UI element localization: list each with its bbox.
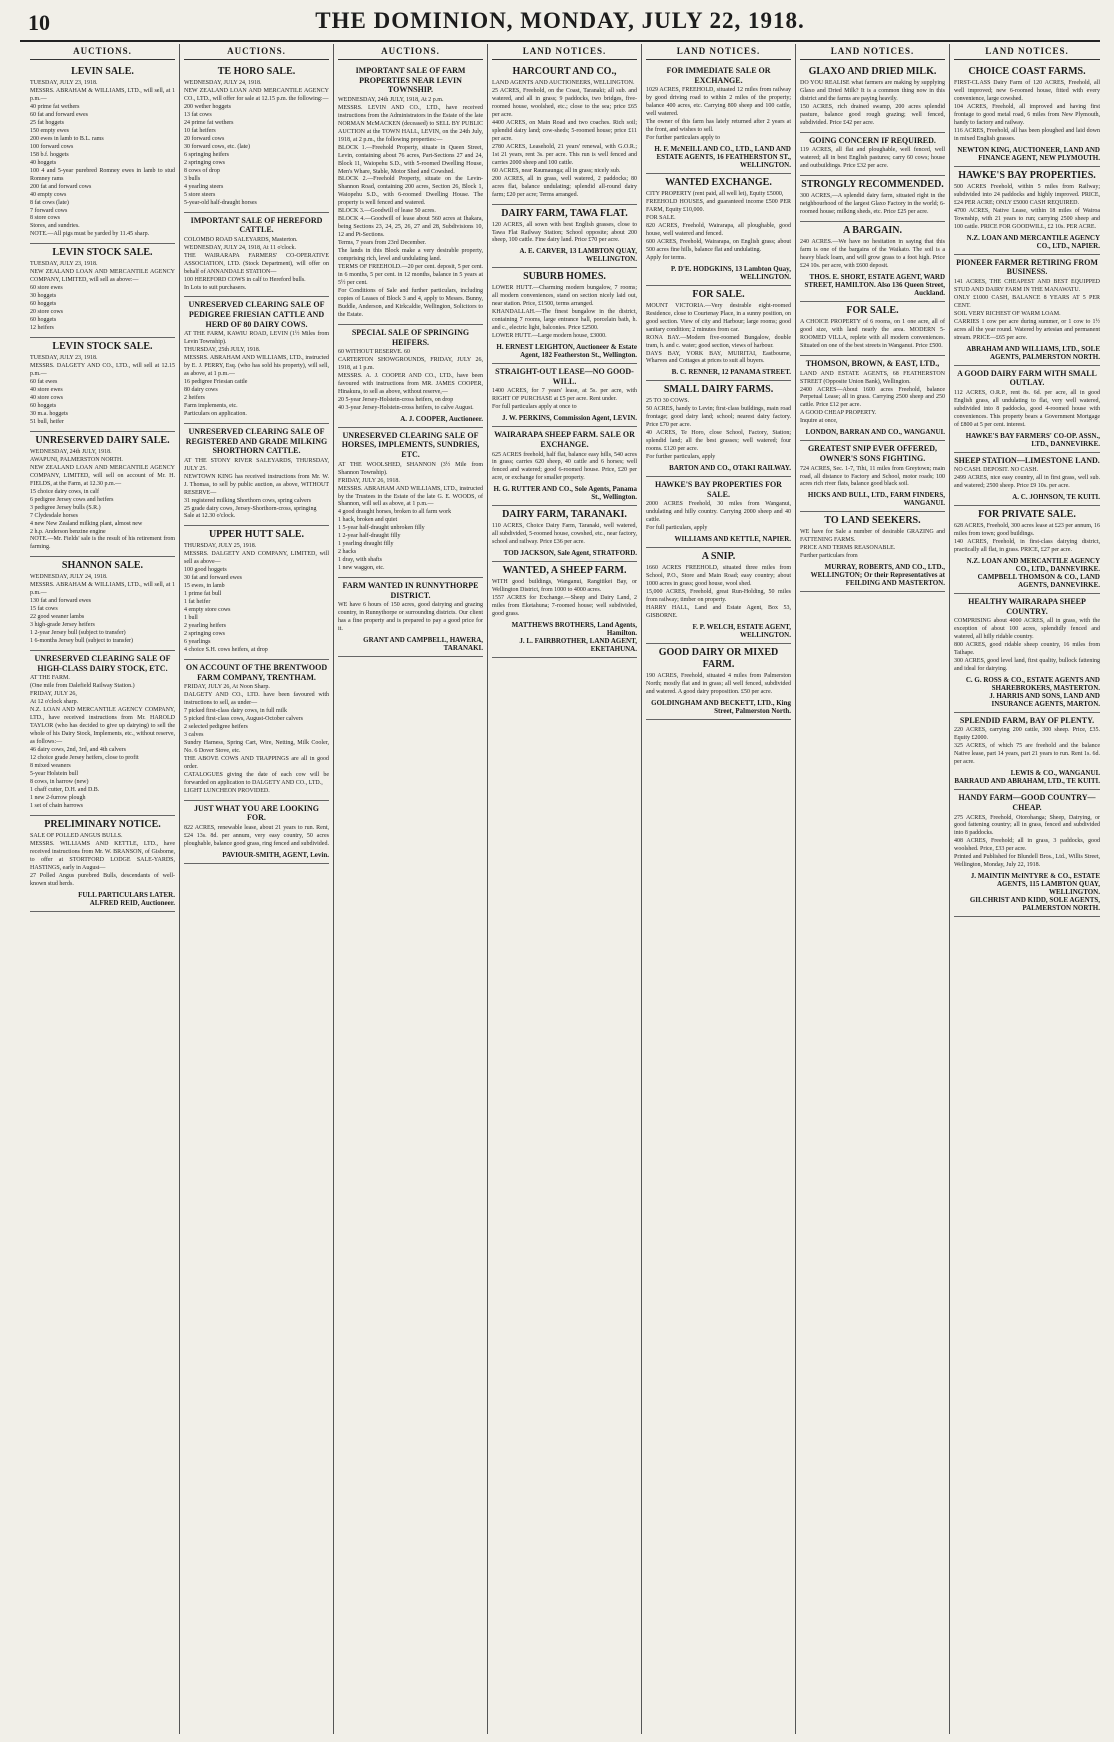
ad-signature: WILLIAMS AND KETTLE, NAPIER. — [674, 535, 791, 544]
ad-title: GOOD DAIRY OR MIXED FARM. — [658, 647, 779, 671]
ad-title: IMPORTANT SALE OF FARM PROPERTIES NEAR LEVIN TOWNSHIP. — [355, 66, 466, 95]
ad-body: 240 ACRES.—We have no hesitation in saying that this farm is one of the bargains of the Waikato. The soil is a heavy black loam, and will grow grass to a foot high. Price £24 10s. per acre, with £600 deposit. — [800, 239, 945, 270]
advertisement — [184, 213, 329, 298]
ad-body: SALE OF POLLED ANGUS BULLS. MESSRS. WILLIAMS AND KETTLE, LTD., have received instructions from Mr. W. BRANSON, of Gisborne, to offer at STORTFORD LODGE SALE-YARDS, HASTINGS, early in August— 27 Polled Angus purebred Bulls, descendants of well-known stud herds. — [30, 832, 175, 887]
ad-title: TE HORO SALE. — [217, 66, 296, 77]
ad-title: A GOOD DAIRY FARM WITH SMALL OUTLAY. — [957, 368, 1097, 388]
ad-title: WANTED, A SHEEP FARM. — [502, 565, 627, 577]
ad-body: WEDNESDAY, JULY 24, 1918. MESSRS. ABRAHAM & WILLIAMS, LTD., will sell, at 1 p.m.— 130 fat and forward ewes 15 fat cows 22 good weaner lambs 3 high-grade Jersey heifers 1 2-year Jersey bull (subject to transfer) 1 6-months Jersey bull (subject to transfer) — [30, 574, 175, 645]
ad-title: JUST WHAT YOU ARE LOOKING FOR. — [194, 803, 319, 823]
ad-body: 1029 ACRES, FREEHOLD, situated 12 miles from railway by good driving road to within 2 miles of the property; balance 400 acres, etc. Carrying 800 sheep and 100 cattle, well watered. The owner of this farm has lately returned after 2 years at the front, and wishes to sell. For further particulars apply to — [646, 87, 791, 141]
advertisement — [338, 428, 483, 578]
ad-signature: J. MAINTIN McINTYRE & CO., ESTATE AGENTS, 115 LAMBTON QUAY, WELLINGTON. GILCHRIST AND KIDD, SOLE AGENTS, PALMERSTON NORTH. — [969, 872, 1100, 913]
ad-title: LEVIN STOCK SALE. — [52, 341, 153, 353]
advertisement — [800, 63, 945, 133]
advertisement — [184, 526, 329, 660]
ad-title: UNRESERVED CLEARING SALE OF REGISTERED AND GRADE MILKING SHORTHORN CATTLE. — [185, 426, 328, 456]
ad-body: AT THE WOOLSHED, SHANNON (3½ Mile from Shannon Township). FRIDAY, JULY 26, 1918. MESSRS. ABRAHAM AND WILLIAMS, LTD., instructed by the Trustees in the Estate of the late G. E. WOODS, of Shannon, will sell as above, at 1 p.m.— 4 good draught horses, broken to all farm work 1 hack, broken and quiet 1 5-year half-draught unbroken filly 1 2-year half-draught filly 1 yearling draught filly 2 hacks 1 dray, with shafts 1 new waggon, etc. — [338, 461, 483, 572]
column-header: LAND NOTICES. — [646, 44, 791, 60]
advertisement — [646, 286, 791, 382]
ad-body: LOWER HUTT.—Charming modern bungalow, 7 rooms; all modern conveniences, stand on section nicely laid out, near station. Price, £1500, terms arranged. KHANDALLAH.—The finest bungalow in the district, containing 7 rooms, large entrance hall, porcelain bath, h. and c., electric light, balconies. Price £2500. LOWER HUTT.—Large modern house, £3000. — [492, 285, 637, 340]
ad-signature: H. G. RUTTER AND CO., Sole Agents, Panama St., Wellington. — [493, 485, 637, 502]
ad-signature: H. ERNEST LEIGHTON, Auctioneer & Estate Agent, 182 Featherston St., Wellington. — [496, 343, 637, 360]
ad-body: 625 ACRES freehold, half flat, balance easy hills, 540 acres in grass; carries 620 sheep, 40 cattle and 6 horses; well fenced and watered; good 6-roomed house. Price, £20 per acre, or exchange for smaller property. — [492, 451, 637, 482]
ad-signature: C. G. ROSS & CO., ESTATE AGENTS AND SHAREBROKERS, MASTERTON. J. HARRIS AND SONS, LAND AND INSURANCE AGENTS, MARTON. — [965, 675, 1100, 708]
ad-body: 120 ACRES, all sown with best English grasses, close to Tawa Flat Railway Station; School opposite; about 200 sheep, 100 cattle. Fine dairy land. Price £70 per acre. — [492, 221, 637, 244]
ad-body: LAND AND ESTATE AGENTS, 68 FEATHERSTON STREET (Opposite Union Bank), Wellington. 2400 ACRES—About 1600 acres Freehold, balance Perpetual Lease; all in grass. Carrying 2500 sheep and 250 cattle. Price £12 per acre. A GOOD CHEAP PROPERTY. Inquire at once, — [800, 370, 945, 425]
ad-body: 300 ACRES,—A splendid dairy farm, situated right in the neighbourhood of the largest Glaxo Factory in the world; 6-roomed house; milking sheds, etc. Price £25 per acre. — [800, 193, 945, 216]
advertisement — [338, 325, 483, 428]
ad-body: COMPRISING about 4000 ACRES, all in grass, with the exception of about 100 acres, splendidly fenced and watered, all hilly ridable country. 800 ACRES, good ridable sheep country, 16 miles from Taihape. 300 ACRES, good level land, first quality, bullock fattening and ideal for dairying. — [954, 618, 1100, 672]
ad-signature: LEWIS & CO., WANGANUI. BARRAUD AND ABRAHAM, LTD., TE KUITI. — [954, 769, 1100, 786]
ad-body: 724 ACRES, Sec. 1-7, Tihi, 11 miles from Greytown; main road, all distance to Factory and School, motor roads; 100 acres rich river flats, balance good black soil. — [800, 465, 945, 488]
advertisement — [646, 477, 791, 548]
ad-title: GOING CONCERN IF REQUIRED. — [809, 135, 936, 145]
ad-title: WANTED EXCHANGE. — [665, 176, 772, 188]
ad-body: AT THE FARM. (One mile from Dalefield Railway Station.) FRIDAY, JULY 26, At 12 o'clock sharp. N.Z. LOAN AND MERCANTILE AGENCY COMPANY, LTD., have received instructions from Mr. HAROLD TAYLOR (who has decided to give up dairying) to sell the whole of his Dairy Stock, Implements, etc., without reserve, as follows:— 46 dairy cows, 2nd, 3rd, and 4th calvers 12 choice grade Jersey heifers, close to profit 8 mixed weaners 5-year Holstein bull 8 cows, in harrow (new) 1 chaff cutter, D.H. and D.B. 1 new 2-furrow plough 1 set of chain harrows — [30, 675, 175, 809]
ad-signature: H. F. McNEILL AND CO., LTD., LAND AND ESTATE AGENTS, 16 FEATHERSTON ST., WELLINGTON. — [654, 144, 791, 169]
ad-body: NO CASH. DEPOSIT. NO CASH. 2499 ACRES, nice easy country, all in first grass, well sub. and watered; 2500 sheep. Price £9 10s. per acre. — [954, 467, 1100, 490]
advertisement — [30, 557, 175, 651]
advertisement — [800, 176, 945, 222]
ad-signature: P. D'E. HODGKINS, 13 Lambton Quay, WELLINGTON. — [670, 264, 791, 281]
ad-title: UNRESERVED DAIRY SALE. — [35, 434, 170, 446]
advertisement — [646, 174, 791, 286]
ad-title: A BARGAIN. — [843, 225, 902, 237]
ad-signature: LONDON, BARRAN AND CO., WANGANUI. — [805, 428, 945, 437]
ad-body: 25 TO 30 COWS. 50 ACRES, handy to Levin; first-class buildings, main road frontage; good dairy land; school; nearest dairy factory. Price £70 per acre. 40 ACRES, Te Horo, close School, Factory, Station; splendid land; all the best grasses; well watered; four rooms. £120 per acre. For further particulars, apply — [646, 398, 791, 461]
column-6 — [796, 44, 950, 1734]
ad-signature: TOD JACKSON, Sale Agent, STRATFORD. — [503, 549, 637, 558]
ad-signature: GOLDINGHAM AND BECKETT, LTD., King Street, Palmerston North. — [651, 698, 791, 715]
ad-title: IMPORTANT SALE OF HEREFORD CATTLE. — [190, 215, 323, 235]
ad-body: 110 ACRES, Choice Dairy Farm, Taranaki, well watered, all subdivided, 5-roomed house, cowshed, etc., near factory, school and railway. Price £36 per acre. — [492, 523, 637, 546]
ad-body: 822 ACRES, renewable lease, about 21 years to run. Rent, £24 13s. 8d. per annum, very easy country, 50 acres ploughable, balance good grass, ring fenced and subdivided. — [184, 824, 329, 847]
advertisement — [646, 381, 791, 477]
ad-title: DAIRY FARM, TARANAKI. — [502, 509, 627, 521]
advertisement — [30, 816, 175, 912]
ad-title: HAWKE'S BAY PROPERTIES FOR SALE. — [655, 480, 782, 499]
ad-signature: MURRAY, ROBERTS, AND CO., LTD., WELLINGTON; Or their Representatives at FEILDING AND MASTERTON. — [810, 563, 945, 588]
ad-signature: NEWTON KING, AUCTIONEER, LAND AND FINANCE AGENT, NEW PLYMOUTH. — [957, 145, 1100, 162]
advertisement — [30, 432, 175, 558]
column-5 — [642, 44, 796, 1734]
column-header: LAND NOTICES. — [492, 44, 637, 60]
ad-title: UPPER HUTT SALE. — [208, 529, 305, 541]
ad-title: HEALTHY WAIRARAPA SHEEP COUNTRY. — [968, 596, 1086, 616]
advertisement — [800, 302, 945, 356]
ad-body: WE have for Sale a number of desirable GRAZING and FATTENING FARMS. PRICE AND TERMS REASONABLE. Further particulars from — [800, 529, 945, 560]
ad-title: TO LAND SEEKERS. — [824, 515, 921, 527]
ad-title: SMALL DAIRY FARMS. — [663, 384, 774, 396]
advertisement — [184, 801, 329, 864]
ad-title: UNRESERVED CLEARING SALE OF HIGH-CLASS DAIRY STOCK, ETC. — [34, 654, 171, 673]
column-header: AUCTIONS. — [338, 44, 483, 60]
ad-body: WEDNESDAY, 24th JULY, 1918. AWAPUNI, PALMERSTON NORTH. NEW ZEALAND LOAN AND MERCANTILE AGENCY COMPANY, LIMITED, will sell on account of Mr. H. FIELDS, at the Farm, at 12.30 p.m.— 15 choice dairy cows, in calf 6 pedigree Jersey cows and heifers 3 pedigree Jersey bulls (S.R.) 7 Clydesdale horses 4 new New Zealand milking plant, almost new 2 h.p. Anderson benzine engine NOTE.—Mr. Fields' sale is the result of his retirement from farming. — [30, 448, 175, 551]
ad-title: FARM WANTED IN RUNNYTHORPE DISTRICT. — [342, 581, 479, 600]
ad-body: DO YOU REALISE what farmers are making by supplying Glaxo and Dried Milk? It is a common thing now in this district and the farms are paying heavily. 150 ACRES, rich drained swamp, 200 acres splendid pasture, balance good rough grazing; well fenced, subdivided. Price £42 per acre. — [800, 80, 945, 126]
ad-body: FIRST-CLASS Dairy Farm of 120 ACRES, Freehold, all well improved; new 6-roomed house, fitted with every convenience, large cowshed. 104 ACRES, Freehold, all improved and having first frontage to good metal road, 6 miles from New Plymouth, handy to factory and railway. 116 ACRES, Freehold, all has been ploughed and laid down in mixed English grasses. — [954, 80, 1100, 142]
ad-body: WEDNESDAY, 24th JULY, 1918, At 2 p.m. MESSRS. LEVIN AND CO., LTD., have received instructions from the Administrators in the Estate of the late NORMAN McMACKEN (deceased) to SELL BY PUBLIC AUCTION at the TOWN HALL, LEVIN, on the 24th July, 1918, at 2 p.m., the following properties:— BLOCK 1.—Freehold Property, situate in Queen Street, Levin, containing about 76 acres, Part-Sections 27 and 24, Block 11, Waiopehu S.D., with 5-roomed Dwelling House, Men's Whare, Stable, Motor Shed and Cowshed. BLOCK 2.—Freehold Property, situate on the Levin-Shannon Road, containing 200 acres, Section 26, Block 1, Waiopehu S.D., with 6-roomed Dwelling House. The property is well fenced and watered. BLOCK 3.—Goodwill of lease 50 acres. BLOCK 4.—Goodwill of lease about 560 acres at Ihakara, being Sections 23, 24, 25, 26, 27 and 28, Subdivisions 10, 12 and Pt-Sections. Terms, 7 years from 23rd December. The lands in this Block make a very desirable property, comprising rich, level and undulating land. TERMS OF FREEHOLD.—20 per cent. deposit, 5 per cent. in 6 months, 5 per cent. in 12 months, balance in 5 years at 5½ per cent. For Conditions of Sale and further particulars, including copies of Leases of Block 3 and 4, apply to Messrs. Bunny, Buddle, Anderson, and Kirkcaldie, Wellington, Solicitors to the Estate. — [338, 96, 483, 318]
ad-signature: J. W. PERKINS, Commission Agent, LEVIN. — [502, 414, 637, 423]
ad-signature: BARTON AND CO., OTAKI RAILWAY. — [669, 464, 791, 473]
advertisement — [30, 338, 175, 432]
ad-title: FOR SALE. — [846, 305, 899, 317]
ad-body: AT THE FARM, KAWIU ROAD, LEVIN (1½ Miles from Levin Township). THURSDAY, 25th JULY, 1918. MESSRS. ABRAHAM AND WILLIAMS, LTD., instructed by E. J. PERRY, Esq. (who has sold his property), will sell, as above, at 1 p.m.— 16 pedigree Friesian cattle 80 dairy cows 2 heifers Farm implements, etc. Particulars on application. — [184, 331, 329, 417]
advertisement — [492, 268, 637, 364]
newspaper-title: THE DOMINION, MONDAY, JULY 22, 1918. — [315, 8, 805, 33]
column-1 — [26, 44, 180, 1734]
advertisement — [954, 594, 1100, 713]
advertisement — [492, 364, 637, 427]
ad-title: THOMSON, BROWN, & EAST, LTD., — [805, 358, 940, 368]
ad-title: ON ACCOUNT OF THE BRENTWOOD FARM COMPANY, TRENTHAM. — [185, 663, 328, 682]
advertisement — [954, 713, 1100, 790]
advertisement — [954, 167, 1100, 255]
ad-title: STRONGLY RECOMMENDED. — [801, 179, 944, 191]
advertisement — [30, 244, 175, 338]
ad-signature: N.Z. LOAN AND MERCANTILE AGENCY CO., LTD., DANNEVIRKE. CAMPBELL THOMSON & CO., LAND AGENTS, DANNEVIRKE. — [966, 556, 1100, 589]
ad-signature: HICKS AND BULL, LTD., FARM FINDERS, WANGANUI. — [807, 491, 945, 508]
page-number: 10 — [28, 10, 50, 35]
ad-title: UNRESERVED CLEARING SALE OF PEDIGREE FRIESIAN CATTLE AND HERD OF 80 DAIRY COWS. — [188, 300, 325, 329]
ad-body: A CHOICE PROPERTY of 6 rooms, on 1 one acre, all of good size, with land nearly the area. MODERN 5-ROOMED VILLA, replete with all modern conveniences. Situated on one of the best streets in Wanganui. Price £500. — [800, 319, 945, 349]
ad-body: TUESDAY, JULY 23, 1918. MESSRS. DALGETY AND CO., LTD., will sell at 12.15 p.m.— 60 fat ewes 40 store ewes 40 store cows 60 hoggets 30 m.a. hoggets 51 bull, heifer — [30, 355, 175, 425]
ad-body: 1400 ACRES, for 7 years' lease, at 5s. per acre, with RIGHT OF PURCHASE at £5 per acre. Rent under. For full particulars apply at once to — [492, 388, 637, 411]
ad-title: PIONEER FARMER RETIRING FROM BUSINESS. — [956, 257, 1098, 277]
advertisement — [30, 651, 175, 816]
advertisement — [954, 453, 1100, 507]
column-3 — [334, 44, 488, 1734]
ad-body: 220 ACRES, carrying 200 cattle, 300 sheep. Price, £35. Equity £2000. 325 ACRES, of which 75 are freehold and the balance Native lease, part 14 years, part 21 years to run. Rent 1s. 6d. per acre. — [954, 727, 1100, 766]
ad-body: LAND AGENTS AND AUCTIONEERS, WELLINGTON. 25 ACRES, Freehold, on the Coast, Taranaki; all sub. and watered, and all in grass; 9 paddocks, two bridges, five-roomed house, woolshed, etc.; close to the sea; price £65 per acre. 4400 ACRES, on Main Road and two coaches. Rich soil; splendid dairy land; cow-sheds; 5-roomed house; price £11 per acre. 2780 ACRES, Leasehold, 21 years' renewal, with G.O.R.; 1st 21 years, rent 3s. per acre. This run is well fenced and carries 2000 sheep and 100 cattle. 60 ACRES, near Raumaunga; all in grass; nicely sub. 200 ACRES, all in grass, well watered, 2 paddocks; 80 acres flat, balance undulating; splendid all-round dairy farm; £20 per acre; Terms arranged. — [492, 80, 637, 198]
ad-title: DAIRY FARM, TAWA FLAT. — [501, 207, 628, 219]
column-2 — [180, 44, 334, 1734]
ad-title: PRELIMINARY NOTICE. — [44, 818, 161, 830]
advertisement — [184, 297, 329, 423]
ad-title: HARCOURT AND CO., — [512, 66, 617, 77]
ad-title: SHANNON SALE. — [61, 560, 144, 572]
advertisement — [184, 660, 329, 801]
ad-body: COLOMBO ROAD SALEYARDS, Masterton. WEDNESDAY, JULY 24, 1918, At 11 o'clock. THE WAIRARAPA FARMERS' CO-OPERATIVE ASSOCIATION, LTD. (Stock Department), will offer on behalf of ANNANDALE STATION— 100 HEREFORD COWS in calf to Hereford bulls. In Lots to suit purchasers. — [184, 236, 329, 291]
advertisement — [800, 512, 945, 592]
advertisement — [954, 790, 1100, 917]
advertisement — [800, 441, 945, 512]
advertisement — [184, 424, 329, 527]
advertisement — [954, 506, 1100, 594]
advertisement — [800, 133, 945, 177]
masthead — [20, 6, 1100, 42]
advertisement — [338, 63, 483, 325]
advertisement — [954, 366, 1100, 453]
ad-signature: PAVIOUR-SMITH, AGENT, Levin. — [222, 850, 329, 859]
ad-title: SUBURB HOMES. — [523, 271, 606, 283]
ad-signature: A. C. JOHNSON, TE KUITI. — [1012, 493, 1100, 502]
ad-title: STRAIGHT-OUT LEASE—NO GOOD-WILL. — [495, 367, 634, 386]
ad-body: 119 ACRES, all flat and ploughable, well fenced, well watered; all in best English pastures; carry 60 cows; house and outbuildings. Price £32 per acre. — [800, 147, 945, 170]
column-header: AUCTIONS. — [184, 44, 329, 60]
ad-title: A SNIP. — [701, 551, 736, 563]
advertisement — [492, 562, 637, 658]
advertisement — [646, 63, 791, 174]
ad-signature: THOS. E. SHORT, ESTATE AGENT, WARD STREET, HAMILTON. Also 136 Queen Street, Auckland. — [804, 273, 945, 298]
ad-title: FOR PRIVATE SALE. — [978, 509, 1076, 521]
ad-body: WITH good buildings, Wanganui, Rangitikei Bay, or Wellington District, from 1000 to 4000 acres. 1557 ACRES for Exchange.—Sheep and Dairy Land, 2 miles from Eketahuna; 7-roomed house; well subdivided, good grass. — [492, 579, 637, 618]
ad-signature: MATTHEWS BROTHERS, Land Agents, Hamilton. J. L. FAIRBROTHER, LAND AGENT, EKETAHUNA. — [511, 621, 637, 654]
ad-title: UNRESERVED CLEARING SALE OF HORSES, IMPLEMENTS, SUNDRIES, ETC. — [341, 430, 480, 460]
advertisement — [646, 548, 791, 644]
ad-body: 275 ACRES, Freehold, Otorohanga; Sheep, Dairying, or good fattening country; all in grass, fenced and subdivided into 8 paddocks. 408 ACRES, Freehold; all in grass, 3 paddocks, good woolshed. Price, £33 per acre. Printed and Published for Blundell Bros., Ltd., Willis Street, Wellington, Monday, July 22, 1918. — [954, 814, 1100, 869]
ad-body: 112 ACRES, O.R.P., rent 8s. 6d. per acre, all in good English grass, all undulating to flat, very well watered, subdivided into 8 paddocks, good 4-roomed house with conveniences. This property bears a Government Mortgage of £800 at 5 per cent. interest. — [954, 389, 1100, 428]
column-container — [26, 44, 1106, 1734]
advertisement — [800, 222, 945, 302]
ad-title: GREATEST SNIP EVER OFFERED, OWNER'S SONS FIGHTING. — [807, 444, 938, 463]
column-header: AUCTIONS. — [30, 44, 175, 60]
column-7 — [950, 44, 1104, 1734]
ad-signature: F. P. WELCH, ESTATE AGENT, WELLINGTON. — [692, 623, 791, 640]
ad-body: AT THE STONY RIVER SALEYARDS, THURSDAY, JULY 25. NEWTOWN KING has received instructions from Mr. W. J. Thomas, to sell by public auction, as above, WITHOUT RESERVE— 31 registered milking Shorthorn cows, spring calvers 25 grade dairy cows, Jersey-Shorthorn-cross, springing Sale at 12.30 o'clock. — [184, 457, 329, 520]
advertisement — [492, 205, 637, 269]
ad-signature: HAWKE'S BAY FARMERS' CO-OP. ASSN., LTD., DANNEVIRKE. — [965, 431, 1100, 448]
ad-title: HAWKE'S BAY PROPERTIES. — [958, 169, 1096, 181]
ad-body: 60 WITHOUT RESERVE. 60 CARTERTON SHOWGROUNDS, FRIDAY, JULY 26, 1918, at 1 p.m. MESSRS. A. J. COOPER AND CO., LTD., have been favoured with instructions from MR. JAMES COOPER, Hinakura, to sell as above, without reserve,— 20 5-year Jersey-Holstein-cross heifers, on drop 40 3-year Jersey-Holstein-cross heifers, to calve August. — [338, 349, 483, 411]
advertisement — [184, 63, 329, 213]
ad-title: HANDY FARM—GOOD COUNTRY—CHEAP. — [958, 793, 1096, 812]
ad-title: SPECIAL SALE OF SPRINGING HEIFERS. — [351, 327, 470, 347]
ad-body: MOUNT VICTORIA.—Very desirable eight-roomed Residence, close to Courtenay Place, in a sunny position, on good section. View of city and Harbour; large rooms; good sanitary condition; 2 minutes from car. RONA BAY.—Modern five-roomed Bungalow, double tram, h. and c. water; good section, views of harbour. DAYS BAY, YORK BAY, MUIRITAI, Eastbourne, Wharves and Cottages at prices to suit all buyers. — [646, 302, 791, 365]
column-header: LAND NOTICES. — [954, 44, 1100, 60]
ad-title: LEVIN SALE. — [71, 66, 134, 77]
ad-signature: A. J. COOPER, Auctioneer. — [400, 414, 483, 423]
ad-signature: N.Z. LOAN AND MERCANTILE AGENCY CO., LTD., NAPIER. — [966, 233, 1100, 250]
ad-signature: FULL PARTICULARS LATER. ALFRED REID, Auctioneer. — [78, 890, 175, 907]
ad-title: FOR IMMEDIATE SALE OR EXCHANGE. — [666, 66, 771, 85]
advertisement — [338, 578, 483, 657]
ad-signature: B. C. RENNER, 12 PANAMA STREET. — [671, 368, 791, 377]
column-4 — [488, 44, 642, 1734]
ad-title: LEVIN STOCK SALE. — [52, 247, 153, 259]
ad-body: 628 ACRES, Freehold, 300 acres lease at £23 per annum, 16 miles from town; good buildings. 140 ACRES, Freehold, in first-class dairying district, practically all flat, in grass. PRICE, £27 per acre. — [954, 523, 1100, 553]
advertisement — [30, 63, 175, 244]
ad-title: SHEEP STATION—LIMESTONE LAND. — [954, 455, 1100, 465]
ad-body: 141 ACRES, THE CHEAPEST AND BEST EQUIPPED STUD AND DAIRY FARM IN THE MANAWATU. ONLY £1000 CASH, BALANCE 8 YEARS AT 5 PER CENT. SOIL VERY RICHEST OF WARM LOAM. CARRIES 1 cow per acre during summer, or 1 cow to 1½ acres all the year round. Watered by artesian and permanent stream. PRICE—£65 per acre. — [954, 278, 1100, 341]
ad-title: SPLENDID FARM, BAY OF PLENTY. — [959, 715, 1095, 725]
ad-body: FRIDAY, JULY 26, At Noon Sharp. DALGETY AND CO., LTD. have been favoured with instructions to sell, as under— 7 picked first-class dairy cows, in full milk 5 picked first-class cows, August-October calvers 2 selected pedigree heifers 3 calves Sundry Harness, Spring Cart, Wire, Netting, Milk Cooler, No. 6 Dover Stove, etc. THE ABOVE COWS AND TRAPPINGS are all in good order. CATALOGUES giving the date of each cow will be forwarded on application to DALGETY AND CO., LTD., LIGHT LUNCHEON PROVIDED. — [184, 684, 329, 794]
ad-signature: A. E. CARVER, 13 LAMBTON QUAY, WELLINGTON. — [519, 247, 637, 264]
ad-signature: ABRAHAM AND WILLIAMS, LTD., SOLE AGENTS, PALMERSTON NORTH. — [966, 344, 1100, 361]
ad-body: WE have 6 hours of 150 acres, good dairying and grazing country, in Runnythorpe or surrounding districts. Our client has a fine property and is prepared to pay a good price for it. — [338, 602, 483, 633]
ad-title: FOR SALE. — [692, 288, 745, 300]
advertisement — [492, 427, 637, 506]
advertisement — [492, 506, 637, 562]
ad-body: TUESDAY, JULY 23, 1918. NEW ZEALAND LOAN AND MERCANTILE AGENCY COMPANY, LIMITED, will sell as above:— 60 store ewes 30 hoggets 60 hoggets 20 store cows 60 hoggets 12 heifers — [30, 261, 175, 332]
advertisement — [492, 63, 637, 205]
ad-body: TUESDAY, JULY 23, 1918. MESSRS. ABRAHAM & WILLIAMS, LTD., will sell, at 1 p.m.— 40 prime fat wethers 60 fat and forward ewes 25 fat hoggets 150 empty ewes 200 ewes in lamb to B.L. rams 100 forward cows 158 b.f. hoggets 40 hoggets 100 4 and 5-year purebred Romney ewes in lamb to stud Romney rams 200 fat and forward cows 40 empty cows 8 fat cows (late) 7 forward cows 8 store cows Stores, and sundries. NOTE.—All pigs must be yarded by 11.45 sharp. — [30, 80, 175, 238]
ad-body: WEDNESDAY, JULY 24, 1918. NEW ZEALAND LOAN AND MERCANTILE AGENCY CO., LTD., will offer for sale at 12.15 p.m. the following:— 200 wether hoggets 13 fat cows 24 prime fat wethers 10 fat heifers 20 forward cows 30 forward cows, etc. (late) 6 springing heifers 2 springing cows 8 cows of drop 3 bulls 4 yearling steers 5 store steers 5-year-old half-draught horses — [184, 80, 329, 206]
ad-body: 1660 ACRES FREEHOLD, situated three miles from School, P.O., Store and Main Road; easy country; about 1000 acres in grass; good house, wool shed. 15,000 ACRES, Freehold, great Run-Holding, 50 miles from railway; timber on property. HARRY HALL, Land and Estate Agent, Box 53, GISBORNE. — [646, 565, 791, 620]
column-header: LAND NOTICES. — [800, 44, 945, 60]
ad-body: 190 ACRES, Freehold, situated 4 miles from Palmerston North; mostly flat and in grass; all well fenced, subdivided and watered. A good dairy proposition. £50 per acre. — [646, 673, 791, 695]
ad-body: THURSDAY, JULY 25, 1918. MESSRS. DALGETY AND COMPANY, LIMITED, will sell as above— 100 good hoggets 30 fat and forward ewes 15 ewes, in lamb 1 prime fat bull 1 fat heifer 4 empty store cows 1 bull 2 yearling heifers 2 springing cows 6 yearlings 4 choice S.H. cows heifers, at drop — [184, 543, 329, 654]
ad-body: CITY PROPERTY (rent paid, all well let), Equity £5000, FREEHOLD HOUSES, and guaranteed income £500 PER FARM, Equity £10,000. FOR SALE. 820 ACRES, Freehold, Wairarapa, all ploughable, good house, well watered and fenced. 600 ACRES, Freehold, Wairarapa, on English grass; about 500 acres fine hills, balance flat and undulating. Apply for terms. — [646, 190, 791, 261]
ad-body: 2000 ACRES Freehold, 30 miles from Wanganui, undulating and hilly country. Carrying 2000 sheep and 40 cattle. For full particulars, apply — [646, 501, 791, 532]
advertisement — [954, 255, 1100, 366]
ad-title: WAIRARAPA SHEEP FARM. SALE OR EXCHANGE. — [494, 430, 635, 449]
advertisement — [646, 644, 791, 720]
ad-signature: GRANT AND CAMPBELL, HAWERA, TARANAKI. — [363, 636, 483, 653]
advertisement — [954, 63, 1100, 167]
ad-title: GLAXO AND DRIED MILK. — [808, 66, 937, 77]
advertisement — [800, 356, 945, 441]
ad-body: 500 ACRES Freehold, within 5 miles from Railway; subdivided into 24 paddocks and highly improved. PRICE, £24 PER ACRE; ONLY £5000 CASH REQUIRED. 4700 ACRES, Native Lease, within 18 miles of Wairoa Township, with 21 years to run; carrying 2500 sheep and 100 cattle. PRICE FOR GOODWILL, £2 10s. PER ACRE. — [954, 183, 1100, 230]
ad-title: CHOICE COAST FARMS. — [968, 66, 1086, 77]
